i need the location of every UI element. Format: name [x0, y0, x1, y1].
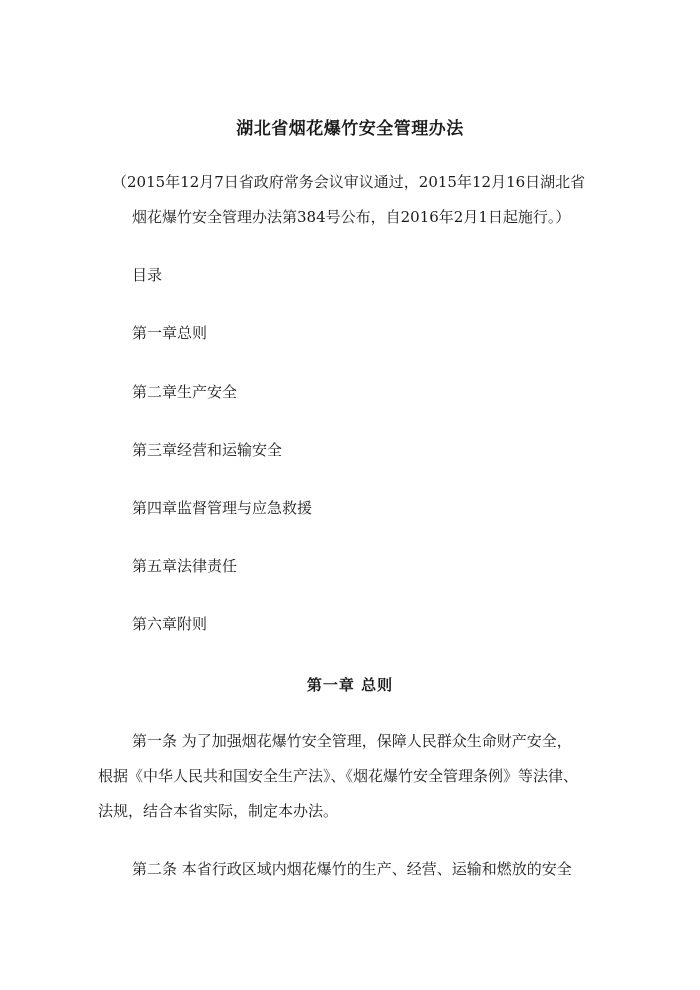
- issuance-note-line-2: 烟花爆竹安全管理办法第384号公布，自2016年2月1日起施行。）: [132, 208, 571, 226]
- issuance-note-line-1: （2015年12月7日省政府常务会议审议通过，2015年12月16日湖北省: [112, 173, 586, 191]
- toc-label: 目录: [132, 266, 163, 284]
- toc-item-chapter-1: 第一章总则: [132, 324, 208, 342]
- toc-item-chapter-6: 第六章附则: [132, 615, 208, 633]
- document-title: 湖北省烟花爆竹安全管理办法: [236, 119, 464, 139]
- toc-item-chapter-2: 第二章生产安全: [132, 383, 238, 401]
- chapter-1-heading: 第一章 总则: [306, 676, 394, 694]
- toc-item-chapter-4: 第四章监督管理与应急救援: [132, 499, 313, 517]
- article-1-line-2: 根据《中华人民共和国安全生产法》、《烟花爆竹安全管理条例》等法律、: [98, 767, 579, 785]
- article-1-line-3: 法规，结合本省实际，制定本办法。: [98, 802, 339, 820]
- toc-item-chapter-5: 第五章法律责任: [132, 557, 238, 575]
- article-2-line-1: 第二条 本省行政区域内烟花爆竹的生产、经营、运输和燃放的安全: [132, 860, 572, 878]
- article-1-line-1: 第一条 为了加强烟花爆竹安全管理，保障人民群众生命财产安全，: [132, 732, 572, 750]
- toc-item-chapter-3: 第三章经营和运输安全: [132, 441, 283, 459]
